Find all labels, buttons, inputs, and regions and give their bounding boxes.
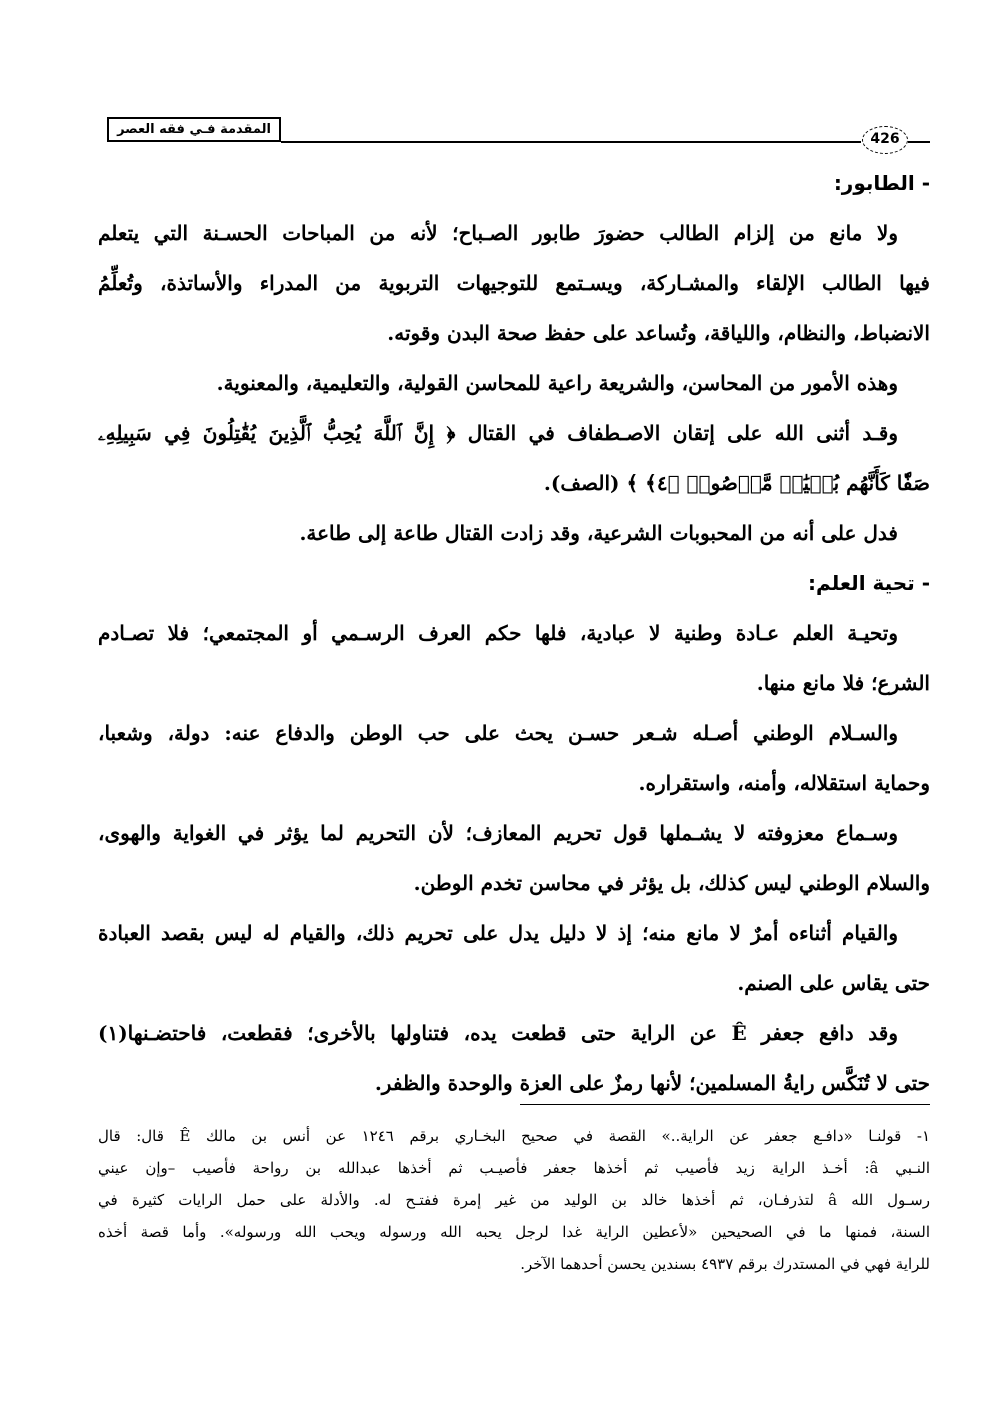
section-heading: - تحية العلم: bbox=[808, 571, 930, 595]
text-line: والسـلام الوطني أصـله شـعر حسـن يحث على حب الوطن والدفاع عنه: دولة، وشعبا، bbox=[98, 721, 898, 745]
text-line: وقـد أثنى الله على إتقان الاصـطفاف في القتال ﴿ إِنَّ ٱللَّهَ يُحِبُّ ٱلَّذِينَ يُقَٰتِلُونَ فِي سَبِيلِهِۦ bbox=[98, 421, 898, 445]
text-line: ولا مانع من إلزام الطالب حضورَ طابور الصـباح؛ لأنه من المباحات الحسـنة التي يتعلم bbox=[98, 221, 898, 245]
header-rule-end bbox=[908, 141, 930, 143]
text-line: وسـماع معزوفته لا يشـملها قول تحريم المعازف؛ لأن التحريم لما يؤثر في الغواية والهوى، bbox=[98, 821, 898, 845]
footnote-line: السنة، فمنها ما في الصحيحين «لأعطين الراية غدا لرجل يحبه الله ورسوله ويحب الله ورسوله». وأما قصة أخذه bbox=[98, 1223, 930, 1241]
text-line: وقد دافع جعفر Ê عن الراية حتى قطعت يده، فتناولها بالأخرى؛ فقطعت، فاحتضـنها(١) bbox=[98, 1021, 898, 1045]
text-line: صَفّٗا كَأَنَّهُم بُنۡيَٰنٞ مَّرۡصُوصٞ ﴿٤﴾ ﴾ (الصف). bbox=[543, 471, 930, 495]
text-line: فدل على أنه من المحبوبات الشرعية، وقد زادت القتال طاعة إلى طاعة. bbox=[299, 521, 898, 545]
text-line: وحماية استقلاله، وأمنه، واستقراره. bbox=[638, 771, 930, 795]
text-line: وتحيـة العلم عـادة وطنية لا عبادية، فلها حكم العرف الرسـمي أو المجتمعي؛ فلا تصـادم bbox=[98, 621, 898, 645]
text-line: حتى يقاس على الصنم. bbox=[737, 971, 930, 995]
page-number: 426 bbox=[862, 126, 908, 154]
text-line: فيها الطالب الإلقاء والمشـاركة، ويسـتمع للتوجيهات التربوية من المدراء والأساتذة، وتُعلِّمُ bbox=[98, 271, 930, 295]
footnote-line: رسـول الله â لتذرفـان، ثم أخذها خالد بن الوليد من غير إمرة ففتـح له. والأدلة على حمل الرايات كثيرة في bbox=[98, 1191, 930, 1209]
text-line: الشرع؛ فلا مانع منها. bbox=[756, 671, 930, 695]
header-rule bbox=[281, 141, 861, 143]
section-heading: - الطابور: bbox=[833, 171, 930, 195]
text-line: والقيام أثناءه أمرٌ لا مانع منه؛ إذ لا دليل يدل على تحريم ذلك، والقيام له ليس بقصد العبادة bbox=[98, 921, 898, 945]
footnote-separator bbox=[520, 1104, 930, 1105]
book-title-box: المقدمة فـي فقه العصر bbox=[107, 117, 281, 142]
footnote-line: ١- قولنـا «دافـع جعفر عن الراية..» القصة في صحيح البخـاري برقم ١٢٤٦ عن أنس بن مالك Ê قال: قال bbox=[98, 1127, 930, 1145]
footnote-line: للراية فهي في المستدرك برقم ٤٩٣٧ بسندين يحسن أحدهما الآخر. bbox=[520, 1255, 930, 1273]
text-line: الانضباط، والنظام، واللياقة، وتُساعد على حفظ صحة البدن وقوته. bbox=[387, 321, 930, 345]
text-line: وهذه الأمور من المحاسن، والشريعة راعية للمحاسن القولية، والتعليمية، والمعنوية. bbox=[216, 371, 898, 395]
footnotes bbox=[98, 1120, 930, 1280]
text-line: والسلام الوطني ليس كذلك، بل يؤثر في محاسن تخدم الوطن. bbox=[413, 871, 930, 895]
main-text bbox=[98, 160, 930, 1110]
text-line: حتى لا تُنَكَّس رايةُ المسلمين؛ لأنها رمزٌ على العزة والوحدة والظفر. bbox=[374, 1071, 930, 1095]
footnote-line: النـبي â: أخـذ الراية زيد فأصيب ثم أخذها جعفر فأصيـب ثم أخذها عبدالله بن رواحة فأصيب –وإن عيني bbox=[98, 1159, 930, 1177]
